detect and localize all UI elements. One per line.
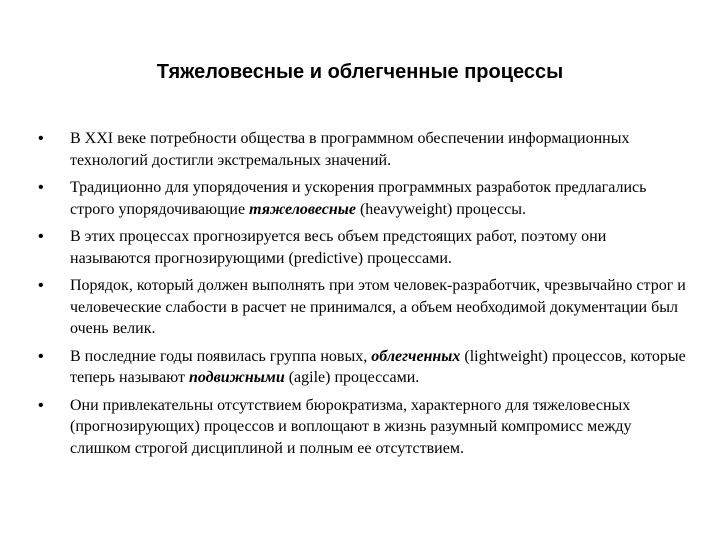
bullet-item (38, 177, 688, 220)
bullet-text: Они привлекательны отсутствием бюрократизма, характерного для тяжеловесных (прогнозирующих) процессов и воплощают в жизнь разумный компромисс между слишком строгой дисциплиной и полным ее отсутствием. (70, 396, 632, 457)
slide-title: Тяжеловесные и облегченные процессы (156, 61, 564, 83)
bullet-text: В этих процессах прогнозируется весь объем предстоящих работ, поэтому они называются прогнозирующими (predictive) процессами. (70, 228, 607, 267)
bullet-item (38, 226, 688, 269)
bullet-text-end: (agile) процессами. (284, 369, 420, 386)
bullet-list (38, 128, 688, 465)
bullet-text-continued: (heavyweight) процессы. (355, 200, 526, 218)
bullet-text: Традиционно для упорядочения и ускорения программных разработок предлагались строго упорядочивающие (70, 179, 647, 218)
bullet-marker: • (38, 179, 44, 196)
bullet-item (38, 128, 688, 171)
emphasized-term-agile: подвижными (188, 369, 285, 386)
bullet-marker: • (38, 347, 44, 365)
bullet-text: В последние годы появилась группа новых, (70, 347, 372, 365)
bullet-item (38, 275, 688, 340)
bullet-item (38, 346, 688, 389)
bullet-marker: • (38, 130, 44, 147)
bullet-text: В XXI веке потребности общества в программном обеспечении информационных технологий достигли экстремальных значений. (70, 130, 630, 169)
bullet-marker: • (38, 277, 44, 294)
bullet-text: Порядок, который должен выполнять при этом человек-разработчик, чрезвычайно строг и человеческие слабости в расчет не принимался, а объем необходимой документации был очень велик. (70, 277, 686, 337)
bullet-text-continued: (lightweight) процессов, которые теперь называют (70, 347, 686, 386)
emphasized-term-lightweight: облегченных (371, 347, 461, 365)
bullet-item (38, 395, 688, 460)
bullet-marker: • (38, 228, 44, 245)
bullet-marker: • (38, 396, 44, 414)
emphasized-term-heavyweight: тяжеловесные (249, 200, 356, 218)
